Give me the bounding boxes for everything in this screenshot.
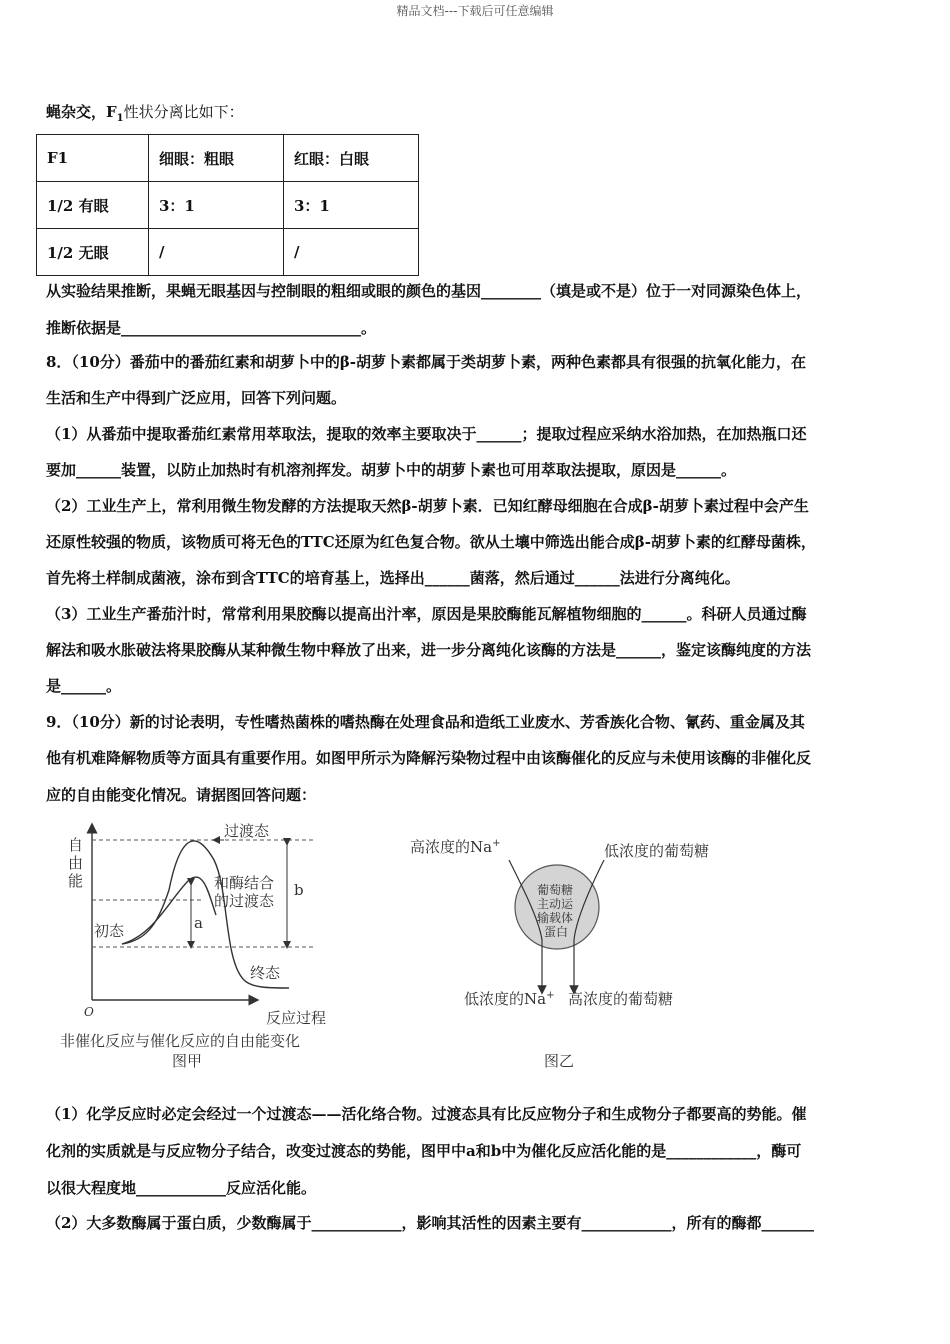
protein-label-4: 蛋白	[544, 925, 569, 939]
text-line: 还原性较强的物质，该物质可将无色的TTC还原为红色复合物。欲从土壤中筛选出能合成β-胡萝卜素的红酵母菌株，	[46, 533, 816, 551]
table-cell: 1/2 无眼	[37, 229, 149, 276]
table-header-cell: F1	[37, 135, 149, 182]
y-label-2: 由	[68, 854, 84, 872]
enzyme-transition-label-2: 的过渡态	[214, 892, 275, 910]
origin-label: O	[84, 1005, 94, 1019]
question-8-line: 8．（10分）番茄中的番茄红素和胡萝卜中的β-胡萝卜素都属于类胡萝卜素，两种色素都具有很强的抗氧化能力，在	[46, 353, 807, 371]
text-line: 推断依据是________________________________。	[46, 319, 377, 337]
text-line: 从实验结果推断，果蝇无眼基因与控制眼的粗细或眼的颜色的基因________（填是或不是）位于一对同源染色体上，	[46, 282, 812, 300]
text-line: （3）工业生产番茄汁时，常常利用果胶酶以提高出汁率，原因是果胶酶能瓦解植物细胞的______。科研人员通过酶	[46, 605, 807, 623]
table-header-row	[37, 135, 419, 182]
enzyme-transition-label-1: 和酶结合	[214, 874, 275, 892]
protein-label-3: 输载体	[537, 911, 574, 925]
label-b: b	[294, 881, 304, 899]
protein-label-1: 葡萄糖	[537, 883, 574, 897]
text-line: 解法和吸水胀破法将果胶酶从某种微生物中释放了出来，进一步分离纯化该酶的方法是______，鉴定该酶纯度的方法	[46, 641, 812, 659]
intro-f1: F	[106, 103, 117, 121]
text-line: 首先将土样制成菌液，涂布到含TTC的培育基上，选择出______菌落，然后通过______法进行分离纯化。	[46, 569, 740, 587]
table-cell: 3：1	[284, 182, 419, 229]
figure-caption: 非催化反应与催化反应的自由能变化	[60, 1032, 301, 1050]
table-cell: 1/2 有眼	[37, 182, 149, 229]
y-label-1: 自	[68, 836, 84, 854]
figure-free-energy-chart	[54, 820, 374, 1080]
text-line: 要加______装置，以防止加热时有机溶剂挥发。胡萝卜中的胡萝卜素也可用萃取法提取，原因是______。	[46, 461, 737, 479]
text-line: 化剂的实质就是与反应物分子结合，改变过渡态的势能，图甲中a和b中为催化反应活化能的是____________，酶可	[46, 1142, 802, 1160]
figure-transport-diagram	[404, 830, 714, 1080]
table-cell: 3：1	[149, 182, 284, 229]
table-cell: /	[284, 229, 419, 276]
text-line: （2）工业生产上，常利用微生物发酵的方法提取天然β-胡萝卜素．已知红酵母细胞在合成β-胡萝卜素过程中会产生	[46, 497, 809, 515]
text-line: 应的自由能变化情况。请据图回答问题：	[46, 786, 317, 804]
initial-label: 初态	[94, 922, 125, 940]
table-row	[37, 229, 419, 276]
x-axis-label: 反应过程	[266, 1009, 327, 1027]
text-line: 是______。	[46, 677, 122, 695]
table-header-cell: 红眼：白眼	[284, 135, 419, 182]
intro-f1-sub: 1	[116, 113, 124, 124]
text-line: 他有机难降解物质等方面具有重要作用。如图甲所示为降解污染物过程中由该酶催化的反应与未使用该酶的非催化反	[46, 749, 812, 767]
page-header: 精品文档---下载后可任意编辑	[396, 4, 554, 18]
low-glucose-label: 低浓度的葡萄糖	[604, 842, 710, 860]
intro-line	[46, 102, 244, 129]
question-9-line: 9．（10分）新的讨论表明，专性嗜热菌株的嗜热酶在处理食品和造纸工业废水、芳香族化合物、氰药、重金属及其	[46, 713, 805, 731]
text-line: 以很大程度地____________反应活化能。	[46, 1179, 317, 1197]
text-line: （1）化学反应时必定会经过一个过渡态——活化络合物。过渡态具有比反应物分子和生成物分子都要高的势能。催	[46, 1105, 807, 1123]
table-row	[37, 182, 419, 229]
figure-title: 图甲	[172, 1052, 203, 1070]
f1-ratio-table	[36, 134, 419, 276]
text-line: 生活和生产中得到广泛应用，回答下列问题。	[46, 389, 347, 407]
table-cell: /	[149, 229, 284, 276]
y-label-3: 能	[68, 872, 84, 890]
text-line: （1）从番茄中提取番茄红素常用萃取法，提取的效率主要取决于______；提取过程应采纳水浴加热，在加热瓶口还	[46, 425, 807, 443]
figure-title: 图乙	[544, 1052, 575, 1070]
label-a: a	[194, 914, 203, 932]
intro-prefix: 蝇杂交，	[46, 103, 107, 121]
table-header-cell: 细眼：粗眼	[149, 135, 284, 182]
final-label: 终态	[250, 964, 281, 982]
high-glucose-label: 高浓度的葡萄糖	[568, 990, 674, 1008]
transition-label: 过渡态	[224, 822, 270, 840]
high-na-label: 高浓度的Na+	[410, 838, 501, 856]
low-na-label: 低浓度的Na+	[464, 990, 555, 1008]
text-line: （2）大多数酶属于蛋白质，少数酶属于____________，影响其活性的因素主要有____________，所有的酶都_______	[46, 1214, 814, 1232]
intro-suffix: 性状分离比如下：	[123, 103, 244, 121]
protein-label-2: 主动运	[537, 897, 574, 911]
